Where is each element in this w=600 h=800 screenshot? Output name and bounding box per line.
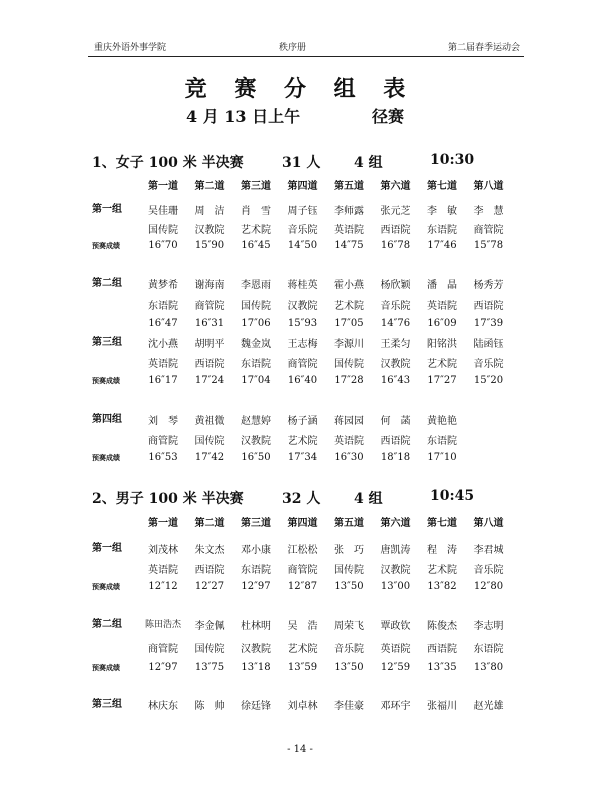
athlete-name: 阳铭洪 xyxy=(427,339,457,350)
prelim-time: 14″76 xyxy=(380,318,411,329)
athlete-name: 杨子涵 xyxy=(287,416,318,427)
group-label: 第四组 xyxy=(92,414,122,425)
athlete-name: 李君城 xyxy=(473,545,504,556)
prelim-time: 12″87 xyxy=(287,581,318,592)
record-label: 预赛成绩 xyxy=(92,376,120,385)
prelim-time: 12″59 xyxy=(380,662,411,673)
record-label: 预赛成绩 xyxy=(92,241,120,250)
prelim-time: 16″45 xyxy=(241,240,271,251)
athlete-school: 西语院 xyxy=(194,565,225,576)
lane-header: 第一道 xyxy=(148,518,178,529)
athlete-name: 程 涛 xyxy=(427,545,457,556)
athlete-school: 汉教院 xyxy=(194,225,225,236)
athlete-name: 黄艳艳 xyxy=(427,416,457,427)
athlete-name: 李源川 xyxy=(334,339,364,350)
prelim-time: 16″47 xyxy=(148,318,178,329)
lane-header: 第七道 xyxy=(427,181,457,192)
athlete-school: 英语院 xyxy=(148,565,178,576)
athlete-name: 肖 雪 xyxy=(241,206,271,217)
athlete-school: 艺术院 xyxy=(241,225,271,236)
record-label: 预赛成绩 xyxy=(92,663,120,672)
header-divider xyxy=(88,56,524,57)
athlete-school: 西语院 xyxy=(380,225,411,236)
athlete-name: 黄祖微 xyxy=(194,416,225,427)
athlete-school: 英语院 xyxy=(148,359,178,370)
prelim-time: 17″39 xyxy=(473,318,504,329)
group-label: 第一组 xyxy=(92,204,122,215)
section-groups: 4 组 xyxy=(354,155,383,171)
athlete-school: 国传院 xyxy=(334,359,364,370)
athlete-name: 林庆东 xyxy=(148,701,178,712)
athlete-school: 音乐院 xyxy=(380,301,411,312)
athlete-school: 国传院 xyxy=(148,225,178,236)
athlete-name: 赵光雄 xyxy=(473,701,504,712)
athlete-name: 张福川 xyxy=(427,701,457,712)
athlete-name: 吴佳珊 xyxy=(148,206,178,217)
prelim-time: 16″31 xyxy=(194,318,225,329)
prelim-time: 16″40 xyxy=(287,375,318,386)
athlete-school: 英语院 xyxy=(380,644,411,655)
prelim-time: 16″50 xyxy=(241,452,271,463)
prelim-time: 17″42 xyxy=(194,452,225,463)
athlete-name: 周荣飞 xyxy=(334,621,364,632)
athlete-name: 魏金岚 xyxy=(241,339,271,350)
athlete-school: 商管院 xyxy=(194,301,225,312)
athlete-school: 东语院 xyxy=(241,359,271,370)
group-label: 第一组 xyxy=(92,543,122,554)
section-heading xyxy=(92,152,492,170)
athlete-name: 李金佩 xyxy=(194,621,225,632)
prelim-time: 17″04 xyxy=(241,375,271,386)
page-title: 竞 赛 分 组 表 xyxy=(184,76,416,102)
athlete-school: 艺术院 xyxy=(427,565,457,576)
athlete-name: 陆函钰 xyxy=(473,339,504,350)
athlete-name: 徐廷锋 xyxy=(241,701,271,712)
athlete-name: 张 巧 xyxy=(334,545,364,556)
athlete-school: 汉教院 xyxy=(380,359,411,370)
athlete-name: 谢海南 xyxy=(194,280,225,291)
athlete-name: 刘 琴 xyxy=(148,416,178,427)
athlete-name: 沈小燕 xyxy=(148,339,178,350)
athlete-school: 艺术院 xyxy=(287,644,318,655)
prelim-time: 13″82 xyxy=(427,581,457,592)
athlete-school: 西语院 xyxy=(427,644,457,655)
athlete-school: 西语院 xyxy=(194,359,225,370)
prelim-time: 16″30 xyxy=(334,452,364,463)
group-label: 第三组 xyxy=(92,699,122,710)
athlete-name: 李恩雨 xyxy=(241,280,271,291)
athlete-name: 杨欣颖 xyxy=(380,280,411,291)
athlete-name: 周 洁 xyxy=(194,206,225,217)
section-time: 10:45 xyxy=(430,488,475,504)
athlete-school: 音乐院 xyxy=(334,644,364,655)
athlete-name: 霍小燕 xyxy=(334,280,364,291)
subtitle-date: 4 月 13 日上午 xyxy=(186,107,301,126)
athlete-school: 英语院 xyxy=(334,436,364,447)
athlete-name: 李师露 xyxy=(334,206,364,217)
athlete-name: 陈 帅 xyxy=(194,701,225,712)
athlete-name: 李 慧 xyxy=(473,206,504,217)
prelim-time: 12″97 xyxy=(241,581,271,592)
group-label: 第三组 xyxy=(92,337,122,348)
prelim-time: 17″27 xyxy=(427,375,457,386)
record-label: 预赛成绩 xyxy=(92,582,120,591)
prelim-time: 15″90 xyxy=(194,240,225,251)
prelim-time: 17″06 xyxy=(241,318,271,329)
prelim-time: 13″80 xyxy=(473,662,504,673)
athlete-name: 杜林明 xyxy=(241,621,271,632)
athlete-school: 音乐院 xyxy=(287,225,318,236)
prelim-time: 17″24 xyxy=(194,375,225,386)
prelim-time: 16″43 xyxy=(380,375,411,386)
lane-header: 第三道 xyxy=(241,518,271,529)
athlete-name: 何 菡 xyxy=(380,416,411,427)
prelim-time: 17″46 xyxy=(427,240,457,251)
section-name: 2、男子 100 米 半决赛 xyxy=(92,491,244,507)
athlete-name: 蒋园园 xyxy=(334,416,364,427)
athlete-name: 蒋桂英 xyxy=(287,280,318,291)
athlete-name: 杨秀芳 xyxy=(473,280,504,291)
athlete-name: 黄梦希 xyxy=(148,280,178,291)
page-header xyxy=(94,40,520,54)
athlete-school: 商管院 xyxy=(473,225,504,236)
athlete-name: 潘 晶 xyxy=(427,280,457,291)
prelim-time: 14″75 xyxy=(334,240,364,251)
athlete-school: 商管院 xyxy=(287,359,318,370)
athlete-name: 周子钰 xyxy=(287,206,318,217)
prelim-time: 16″70 xyxy=(148,240,178,251)
athlete-name: 刘茂林 xyxy=(148,545,178,556)
athlete-school: 西语院 xyxy=(473,301,504,312)
prelim-time: 17″28 xyxy=(334,375,364,386)
lane-header: 第七道 xyxy=(427,518,457,529)
prelim-time: 12″80 xyxy=(473,581,504,592)
athlete-school: 汉教院 xyxy=(287,301,318,312)
header-left: 重庆外语外事学院 xyxy=(94,43,167,53)
athlete-school: 东语院 xyxy=(473,644,504,655)
prelim-time: 16″17 xyxy=(148,375,178,386)
athlete-school: 艺术院 xyxy=(287,436,318,447)
athlete-school: 东语院 xyxy=(148,301,178,312)
prelim-time: 13″75 xyxy=(194,662,225,673)
athlete-school: 国传院 xyxy=(241,301,271,312)
athlete-name: 刘卓林 xyxy=(287,701,318,712)
athlete-school: 英语院 xyxy=(334,225,364,236)
athlete-school: 东语院 xyxy=(241,565,271,576)
prelim-time: 14″50 xyxy=(287,240,318,251)
athlete-school: 国传院 xyxy=(334,565,364,576)
athlete-school: 汉教院 xyxy=(380,565,411,576)
prelim-time: 16″53 xyxy=(148,452,178,463)
record-label: 预赛成绩 xyxy=(92,453,120,462)
athlete-school: 国传院 xyxy=(194,436,225,447)
athlete-school: 艺术院 xyxy=(427,359,457,370)
athlete-school: 音乐院 xyxy=(473,565,504,576)
group-label: 第二组 xyxy=(92,278,122,289)
prelim-time: 13″50 xyxy=(334,662,364,673)
section-time: 10:30 xyxy=(430,152,475,168)
athlete-school: 东语院 xyxy=(427,436,457,447)
prelim-time: 13″50 xyxy=(334,581,364,592)
athlete-name: 朱文杰 xyxy=(194,545,225,556)
prelim-time: 15″93 xyxy=(287,318,318,329)
athlete-name: 李志明 xyxy=(473,621,504,632)
athlete-school: 商管院 xyxy=(148,644,178,655)
athlete-name: 王柔匀 xyxy=(380,339,411,350)
lane-header: 第八道 xyxy=(473,181,504,192)
lane-header: 第四道 xyxy=(287,518,318,529)
athlete-name: 邓环宇 xyxy=(380,701,411,712)
athlete-school: 艺术院 xyxy=(334,301,364,312)
prelim-time: 12″97 xyxy=(148,662,178,673)
athlete-school: 汉教院 xyxy=(241,436,271,447)
header-right: 第二届春季运动会 xyxy=(447,43,520,53)
athlete-name: 覃政钦 xyxy=(380,621,411,632)
prelim-time: 16″78 xyxy=(380,240,411,251)
lane-header: 第五道 xyxy=(334,518,364,529)
prelim-time: 13″00 xyxy=(380,581,411,592)
lane-header: 第二道 xyxy=(194,518,225,529)
athlete-name: 李佳豪 xyxy=(334,701,364,712)
athlete-school: 汉教院 xyxy=(241,644,271,655)
section-count: 32 人 xyxy=(282,491,321,507)
prelim-time: 12″12 xyxy=(148,581,178,592)
lane-header: 第二道 xyxy=(194,181,225,192)
lane-header: 第八道 xyxy=(473,518,504,529)
section-name: 1、女子 100 米 半决赛 xyxy=(92,155,244,171)
prelim-time: 12″27 xyxy=(194,581,225,592)
athlete-name: 吴 浩 xyxy=(287,621,318,632)
athlete-name: 邓小康 xyxy=(241,545,271,556)
prelim-time: 13″18 xyxy=(241,662,271,673)
lane-header: 第三道 xyxy=(241,181,271,192)
athlete-name: 赵慧婷 xyxy=(241,416,271,427)
subtitle-type: 径赛 xyxy=(372,107,405,126)
header-center: 秩序册 xyxy=(279,43,307,53)
athlete-name: 胡明平 xyxy=(194,339,225,350)
prelim-time: 17″05 xyxy=(334,318,364,329)
athlete-school: 商管院 xyxy=(287,565,318,576)
athlete-name: 李 敏 xyxy=(427,206,457,217)
lane-header: 第六道 xyxy=(380,518,411,529)
athlete-name: 张元芝 xyxy=(380,206,411,217)
prelim-time: 18″18 xyxy=(380,452,411,463)
athlete-school: 东语院 xyxy=(427,225,457,236)
lane-header: 第一道 xyxy=(148,181,178,192)
group-label: 第二组 xyxy=(92,619,122,630)
lane-header: 第四道 xyxy=(287,181,318,192)
prelim-time: 16″09 xyxy=(427,318,457,329)
lane-header: 第五道 xyxy=(334,181,364,192)
prelim-time: 13″35 xyxy=(427,662,457,673)
prelim-time: 15″20 xyxy=(473,375,504,386)
prelim-time: 13″59 xyxy=(287,662,318,673)
section-count: 31 人 xyxy=(282,155,321,171)
athlete-school: 英语院 xyxy=(427,301,457,312)
prelim-time: 17″10 xyxy=(427,452,457,463)
athlete-name: 陈田浩杰 xyxy=(144,620,181,630)
section-heading xyxy=(92,488,492,506)
athlete-name: 王志梅 xyxy=(287,339,318,350)
prelim-time: 15″78 xyxy=(473,240,504,251)
section-groups: 4 组 xyxy=(354,491,383,507)
athlete-name: 唐凯涛 xyxy=(380,545,411,556)
athlete-school: 商管院 xyxy=(148,436,178,447)
athlete-school: 西语院 xyxy=(380,436,411,447)
page-number: - 14 - xyxy=(287,744,313,755)
athlete-school: 国传院 xyxy=(194,644,225,655)
athlete-name: 陈俊杰 xyxy=(427,621,457,632)
athlete-school: 音乐院 xyxy=(473,359,504,370)
lane-header: 第六道 xyxy=(380,181,411,192)
athlete-name: 江松松 xyxy=(287,545,318,556)
prelim-time: 17″34 xyxy=(287,452,318,463)
